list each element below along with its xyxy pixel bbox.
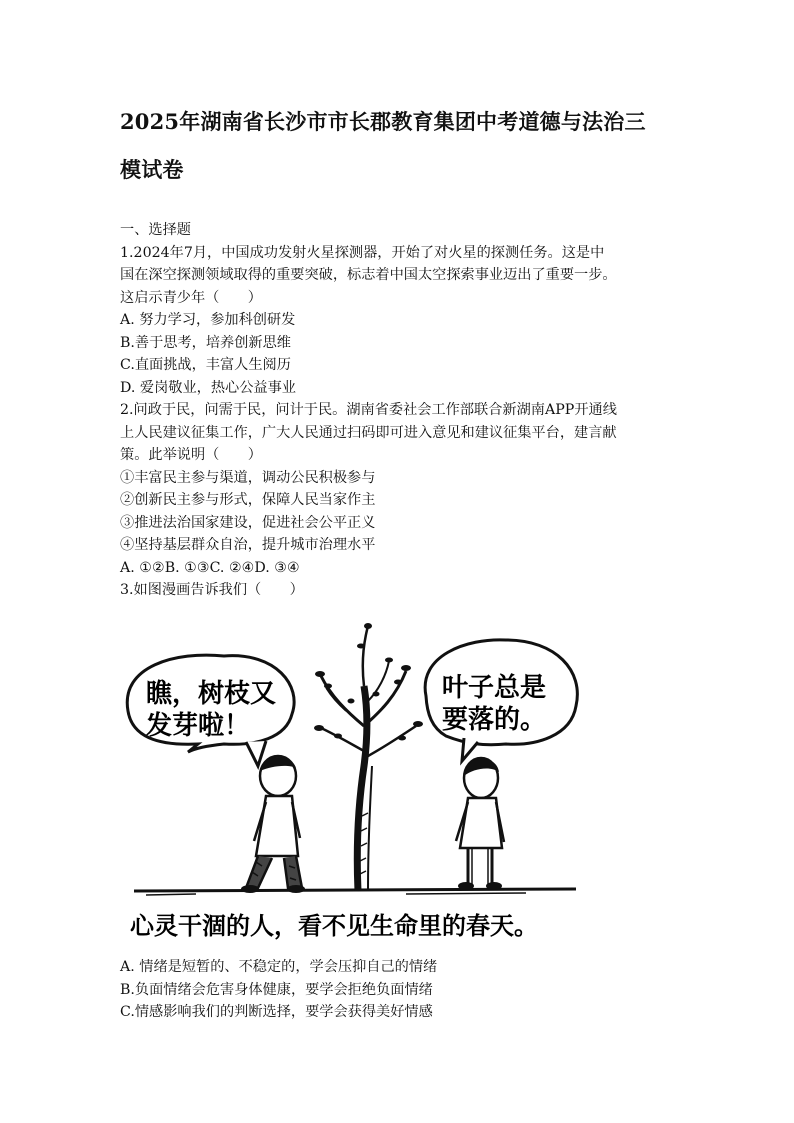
- title-line-2: 模试卷: [120, 157, 184, 182]
- q1-stem-line: 这启示青少年（ ）: [120, 289, 262, 306]
- q2-statement-1: ①丰富民主参与渠道，调动公民积极参与: [120, 469, 376, 486]
- cartoon-illustration: [106, 616, 596, 946]
- right-bubble-line-2: 要落的。: [442, 705, 547, 735]
- q2-stem-line: 2.问政于民，问需于民，问计于民。湖南省委社会工作部联合新湖南APP开通线: [120, 402, 617, 418]
- q1-stem-line: 1.2024年7月，中国成功发射火星探测器，开始了对火星的探测任务。这是中: [120, 244, 605, 261]
- title-line-1: 2025年湖南省长沙市市长郡教育集团中考道德与法治三: [120, 109, 646, 134]
- q2-statement-4: ④坚持基层群众自治，提升城市治理水平: [120, 537, 376, 553]
- q2-stem-line: 策。此举说明（ ）: [120, 447, 262, 463]
- q2-statement-3: ③推进法治国家建设，促进社会公平正义: [120, 514, 376, 531]
- q1-option-a: A. 努力学习，参加科创研发: [120, 312, 296, 328]
- question-body: [120, 219, 690, 602]
- left-boy-figure: [241, 756, 305, 893]
- q1-stem-line: 国在深空探测领域取得的重要突破，标志着中国太空探索事业迈出了重要一步。: [120, 267, 617, 283]
- section-heading: 一、选择题: [120, 222, 191, 238]
- q3-options: [120, 956, 690, 1024]
- left-bubble-line-1: 瞧，树枝又: [146, 679, 277, 709]
- left-bubble-line-2: 发芽啦！: [146, 711, 251, 741]
- q3-option-a: A. 情绪是短暂的、不稳定的，学会压抑自己的情绪: [120, 959, 438, 975]
- q2-statement-2: ②创新民主参与形式，保障人民当家作主: [120, 492, 376, 508]
- q3-option-c: C.情感影响我们的判断选择，要学会获得美好情感: [120, 1004, 433, 1020]
- q3-option-b: B.负面情绪会危害身体健康，要学会拒绝负面情绪: [120, 981, 433, 998]
- q1-option-c: C.直面挑战，丰富人生阅历: [120, 357, 291, 373]
- cartoon-svg: [106, 616, 596, 946]
- q2-options: A. ①②B. ①③C. ②④D. ③④: [120, 559, 300, 576]
- cartoon-caption: 心灵干涸的人，看不见生命里的春天。: [130, 912, 538, 940]
- document-title: [120, 98, 680, 194]
- right-bubble-line-1: 叶子总是: [442, 673, 547, 703]
- right-boy-figure: [456, 758, 504, 890]
- q1-option-d: D. 爱岗敬业，热心公益事业: [120, 379, 296, 396]
- q1-option-b: B.善于思考，培养创新思维: [120, 334, 291, 351]
- q2-stem-line: 上人民建议征集工作，广大人民通过扫码即可进入意见和建议征集平台，建言献: [120, 424, 617, 441]
- q3-stem-line: 3.如图漫画告诉我们（ ）: [120, 582, 304, 598]
